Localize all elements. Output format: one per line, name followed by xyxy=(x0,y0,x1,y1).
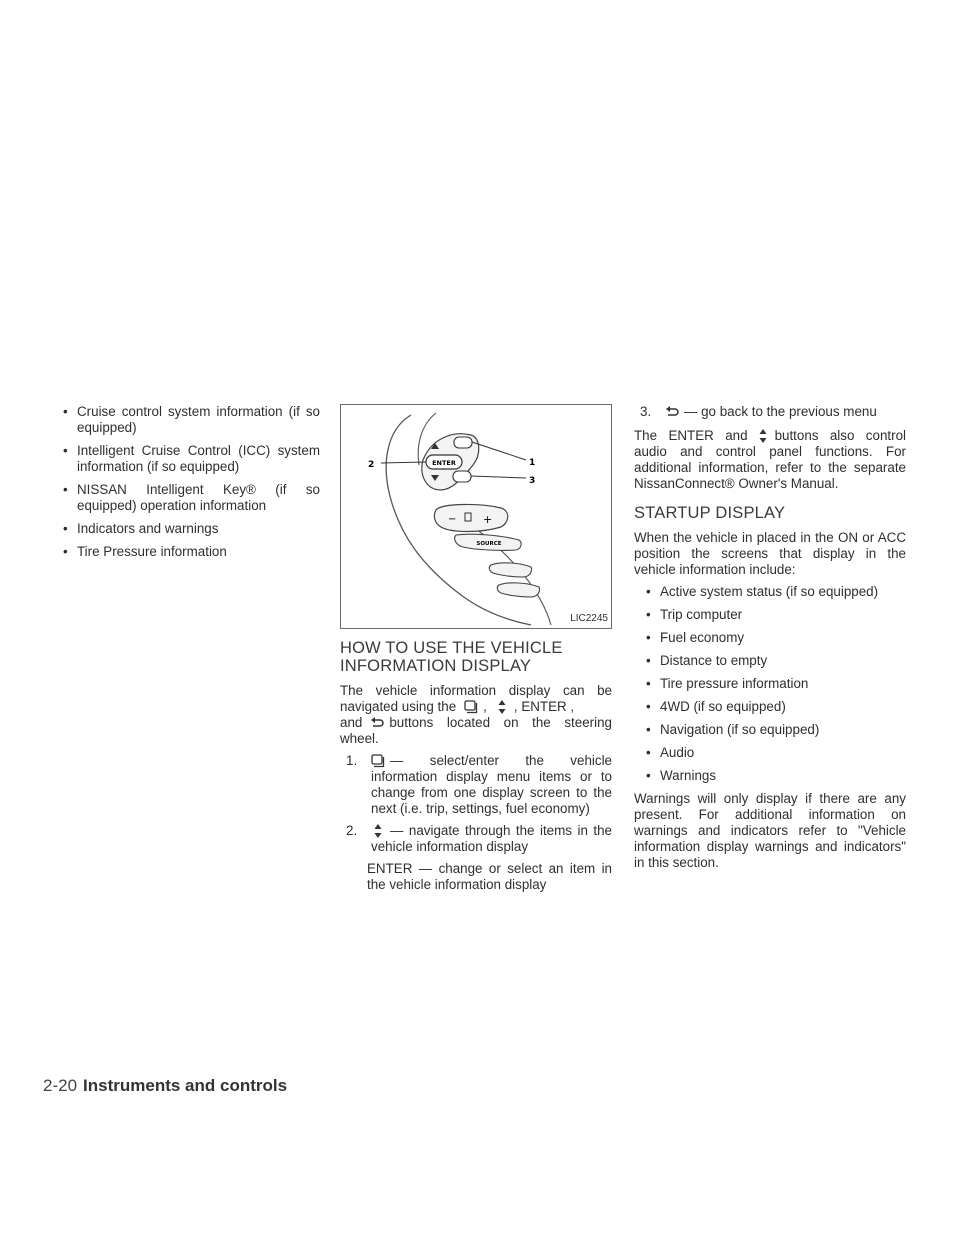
bullet-dot: • xyxy=(63,482,68,497)
list-item: • Tire Pressure information xyxy=(63,544,227,559)
up-down-arrow-icon xyxy=(371,824,385,838)
right-column xyxy=(634,404,906,877)
back-arrow-icon xyxy=(665,405,679,419)
list-item: • Warnings xyxy=(646,768,717,783)
list-item: • Navigation (if so equipped) xyxy=(646,722,820,737)
closing-paragraph: Warnings will only display if there are any present. For additional information on warnings and indicators refer to "Vehicle information display warnings and indicators" in this section. xyxy=(634,791,906,870)
bullet-dot: • xyxy=(646,607,651,622)
middle-column xyxy=(340,404,612,899)
list-item: ENTER — change or select an item in the vehicle information display xyxy=(367,861,612,892)
bullet-dot: • xyxy=(63,404,68,419)
list-item: • Tire pressure information xyxy=(646,676,809,691)
list-item: • 4WD (if so equipped) xyxy=(646,699,786,714)
list-item: • Cruise control system information (if so equipped) xyxy=(63,404,320,435)
menu-screen-icon xyxy=(371,754,385,768)
page-footer xyxy=(43,1076,287,1096)
source-button-label: SOURCE xyxy=(476,541,502,547)
bullet-dot: • xyxy=(646,745,651,760)
list-item: 3. — go back to the previous menu xyxy=(640,404,877,419)
page-number: 2-20 xyxy=(43,1076,78,1095)
list-item: • Intelligent Cruise Control (ICC) system information (if so equipped) xyxy=(63,443,320,474)
menu-button xyxy=(454,437,472,448)
steering-wheel-controls-figure xyxy=(340,404,612,629)
startup-intro: When the vehicle in placed in the ON or ACC position the screens that display in the vehicle information include: xyxy=(634,530,906,577)
list-item: • Indicators and warnings xyxy=(63,521,219,536)
left-column xyxy=(57,404,320,567)
back-arrow-icon xyxy=(370,716,384,730)
minus-icon: − xyxy=(448,514,457,525)
bullet-dot: • xyxy=(646,676,651,691)
plus-icon: + xyxy=(483,513,493,526)
bullet-dot: • xyxy=(646,768,651,783)
callout-1: 1 xyxy=(529,458,536,468)
list-item: • Trip computer xyxy=(646,607,743,622)
steering-wheel-illustration xyxy=(341,405,611,628)
note-paragraph: The ENTER and buttons also control audio and control panel functions. For additional information, refer to the separate NissanConnect® Owner's Manual. xyxy=(634,428,906,491)
list-item: • Active system status (if so equipped) xyxy=(646,584,879,599)
list-item: • Fuel economy xyxy=(646,630,745,645)
section-heading-how-to: HOW TO USE THE VEHICLE INFORMATION DISPLAY xyxy=(340,639,563,675)
up-down-arrow-icon xyxy=(756,429,770,443)
bullet-dot: • xyxy=(63,443,68,458)
bullet-dot: • xyxy=(646,630,651,645)
section-title: Instruments and controls xyxy=(83,1076,288,1095)
bullet-dot: • xyxy=(63,544,68,559)
figure-label: LIC2245 xyxy=(570,613,608,624)
bullet-dot: • xyxy=(646,653,651,668)
back-button xyxy=(453,471,471,482)
list-item: • Audio xyxy=(646,745,695,760)
bullet-dot: • xyxy=(646,722,651,737)
up-down-arrow-icon xyxy=(495,700,509,714)
how-to-intro: The vehicle information display can be navigated using the , , ENTER , and buttons located on the steering wheel. xyxy=(340,683,612,746)
bullet-dot: • xyxy=(646,584,651,599)
bullet-dot: • xyxy=(63,521,68,536)
list-item: 1. — select/enter the vehicle information display menu items or to change from one display screen to the next (i.e. trip, settings, fuel economy) xyxy=(346,753,612,816)
list-item: 2. — navigate through the items in the vehicle information display xyxy=(346,823,612,854)
callout-2: 2 xyxy=(368,460,375,470)
list-item: • NISSAN Intelligent Key® (if so equipped) operation information xyxy=(63,482,320,513)
section-heading-startup: STARTUP DISPLAY xyxy=(634,504,786,522)
list-item: • Distance to empty xyxy=(646,653,768,668)
bullet-dot: • xyxy=(646,699,651,714)
menu-screen-icon xyxy=(464,700,478,714)
callout-3: 3 xyxy=(529,476,536,486)
enter-button-label: ENTER xyxy=(432,459,456,467)
